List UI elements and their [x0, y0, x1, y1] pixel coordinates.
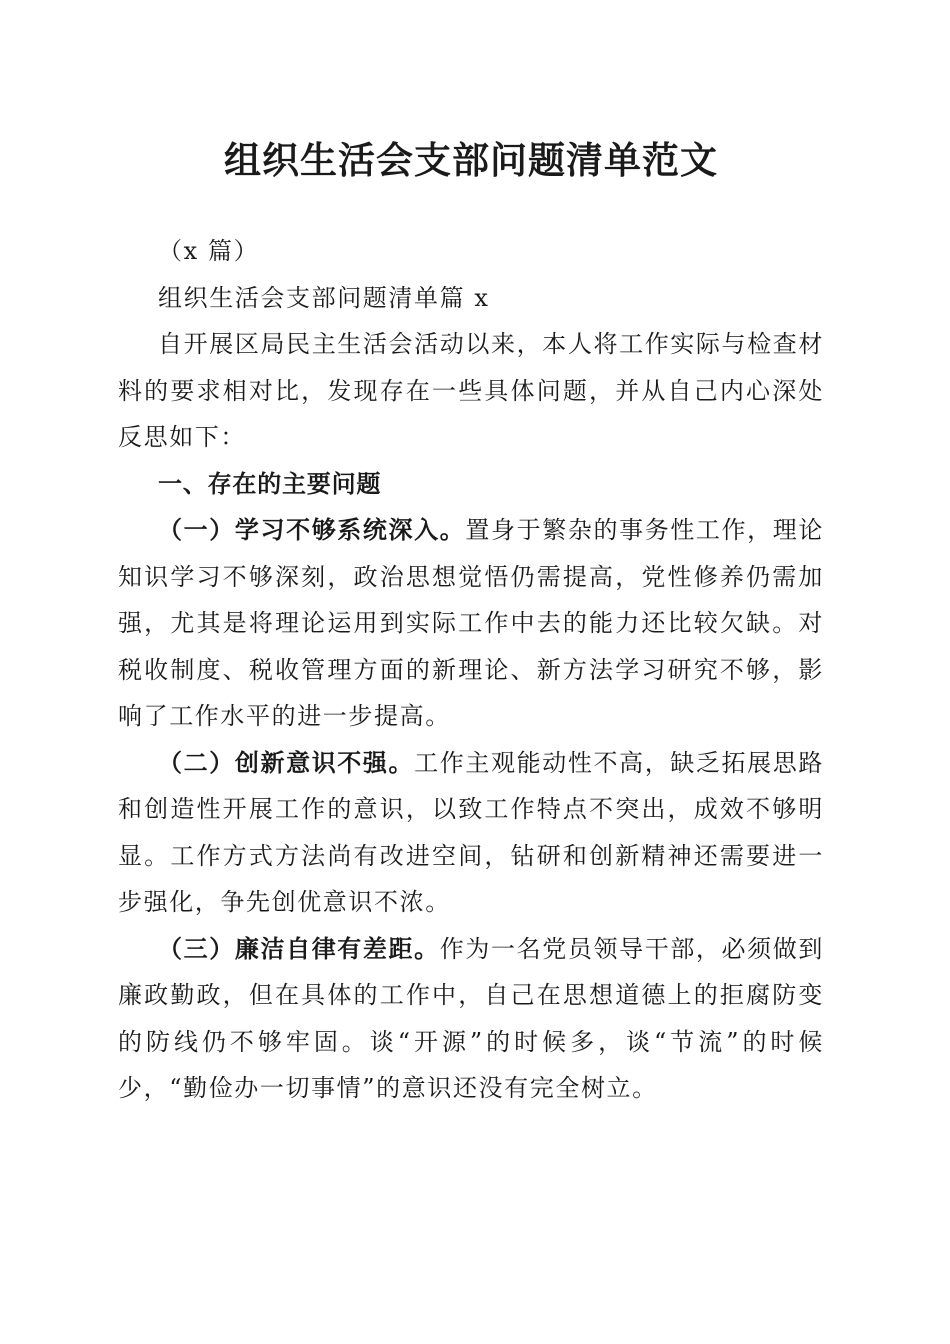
- item-lead-3: （三）廉洁自律有差距。: [158, 933, 440, 963]
- document-body: [118, 228, 824, 1112]
- subtitle: （x 篇）: [158, 237, 260, 265]
- item-lead-1: （一）学习不够系统深入。: [158, 515, 466, 544]
- document-title: 组织生活会支部问题清单范文: [224, 138, 718, 182]
- item-text-2: 工作主观能动性不高，缺乏拓展思路和创造性开展工作的意识，以致工作特点不突出，成效不够明显。工作方式方法尚有改进空间，钻研和创新精神还需要进一步强化，争先创优意识不浓。: [118, 748, 824, 916]
- item-paragraph-2: [118, 740, 824, 926]
- item-paragraph-3: [118, 926, 824, 1112]
- item-text-3: 作为一名党员领导干部，必须做到廉政勤政，但在具体的工作中，自己在思想道德上的拒腐防变的防线仍不够牢固。谈“开源”的时候多，谈“节流”的时候少，“勤俭办一切事情”的意识还没有完全树立。: [118, 934, 824, 1102]
- item-text-1: 置身于繁杂的事务性工作，理论知识学习不够深刻，政治思想觉悟仍需提高，党性修养仍需加强，尤其是将理论运用到实际工作中去的能力还比较欠缺。对税收制度、税收管理方面的新理论、新方法学习研究不够，影响了工作水平的进一步提高。: [118, 516, 824, 730]
- item-paragraph-1: [118, 507, 824, 740]
- section-heading: 一、存在的主要问题: [158, 469, 382, 498]
- section-label: 组织生活会支部问题清单篇 x: [158, 283, 490, 312]
- intro-paragraph: 自开展区局民主生活会活动以来，本人将工作实际与检查材料的要求相对比，发现存在一些具体问题，并从自己内心深处反思如下：: [118, 330, 824, 451]
- item-lead-2: （二）创新意识不强。: [158, 747, 415, 777]
